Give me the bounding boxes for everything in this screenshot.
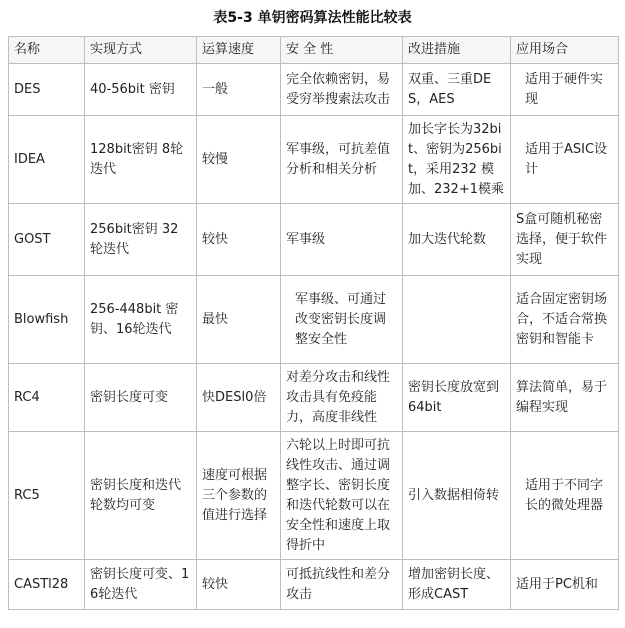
cell-improve: 双重、三重DES，AES: [403, 64, 511, 116]
cell-improve: [403, 276, 511, 364]
cell-impl: 密钥长度和迭代轮数均可变: [85, 432, 197, 560]
table-row: [9, 276, 619, 364]
cell-security: 军事级: [281, 204, 403, 276]
cell-speed: 较快: [197, 204, 281, 276]
cell-speed: 较慢: [197, 116, 281, 204]
comparison-table: [8, 36, 619, 610]
cell-security: 六轮以上时即可抗线性攻击、通过调整字长、密钥长度和迭代轮数可以在安全性和速度上取得折中: [281, 432, 403, 560]
cell-name: DES: [9, 64, 85, 116]
cell-speed: 较快: [197, 560, 281, 610]
cell-app: 适用于PC机和: [511, 560, 619, 610]
header-impl: 实现方式: [85, 37, 197, 64]
cell-security: 对差分攻击和线性攻击具有免疫能力，高度非线性: [281, 364, 403, 432]
cell-security: 军事级、可通过改变密钥长度调整安全性: [281, 276, 403, 364]
table-row: [9, 116, 619, 204]
cell-security: 完全依赖密钥，易受穷举搜索法攻击: [281, 64, 403, 116]
cell-speed: 速度可根据三个参数的值进行选择: [197, 432, 281, 560]
cell-impl: 密钥长度可变、16轮迭代: [85, 560, 197, 610]
table-header-row: [9, 37, 619, 64]
table-row: [9, 432, 619, 560]
cell-name: GOST: [9, 204, 85, 276]
cell-security: 可抵抗线性和差分攻击: [281, 560, 403, 610]
header-speed: 运算速度: [197, 37, 281, 64]
table-row: [9, 364, 619, 432]
cell-improve: 密钥长度放宽到64bit: [403, 364, 511, 432]
cell-app: 适用于硬件实现: [511, 64, 619, 116]
header-security: 安 全 性: [281, 37, 403, 64]
cell-impl: 40-56bit 密钥: [85, 64, 197, 116]
cell-app: S盒可随机秘密选择，便于软件实现: [511, 204, 619, 276]
cell-name: IDEA: [9, 116, 85, 204]
cell-impl: 密钥长度可变: [85, 364, 197, 432]
cell-app: 适用于ASIC设计: [511, 116, 619, 204]
cell-improve: 加长字长为32bit、密钥为256bit，采用232 模加、232+1模乘: [403, 116, 511, 204]
cell-app: 适用于不同字长的微处理器: [511, 432, 619, 560]
cell-improve: 增加密钥长度、形成CAST: [403, 560, 511, 610]
cell-name: RC5: [9, 432, 85, 560]
header-improve: 改进措施: [403, 37, 511, 64]
cell-name: RC4: [9, 364, 85, 432]
table-row: [9, 204, 619, 276]
table-title: 表5-3 单钥密码算法性能比较表: [213, 10, 412, 26]
cell-name: CASTl28: [9, 560, 85, 610]
cell-speed: 一般: [197, 64, 281, 116]
header-name: 名称: [9, 37, 85, 64]
cell-speed: 最快: [197, 276, 281, 364]
cell-impl: 256-448bit 密钥、16轮迭代: [85, 276, 197, 364]
cell-speed: 快DESl0倍: [197, 364, 281, 432]
cell-impl: 256bit密钥 32轮迭代: [85, 204, 197, 276]
table-row: [9, 560, 619, 610]
header-app: 应用场合: [511, 37, 619, 64]
cell-app: 适合固定密钥场合，不适合常换密钥和智能卡: [511, 276, 619, 364]
cell-app: 算法简单，易于编程实现: [511, 364, 619, 432]
cell-improve: 加大迭代轮数: [403, 204, 511, 276]
table-row: [9, 64, 619, 116]
cell-improve: 引入数据相倚转: [403, 432, 511, 560]
cell-name: Blowfish: [9, 276, 85, 364]
cell-security: 军事级，可抗差值分析和相关分析: [281, 116, 403, 204]
cell-impl: 128bit密钥 8轮迭代: [85, 116, 197, 204]
